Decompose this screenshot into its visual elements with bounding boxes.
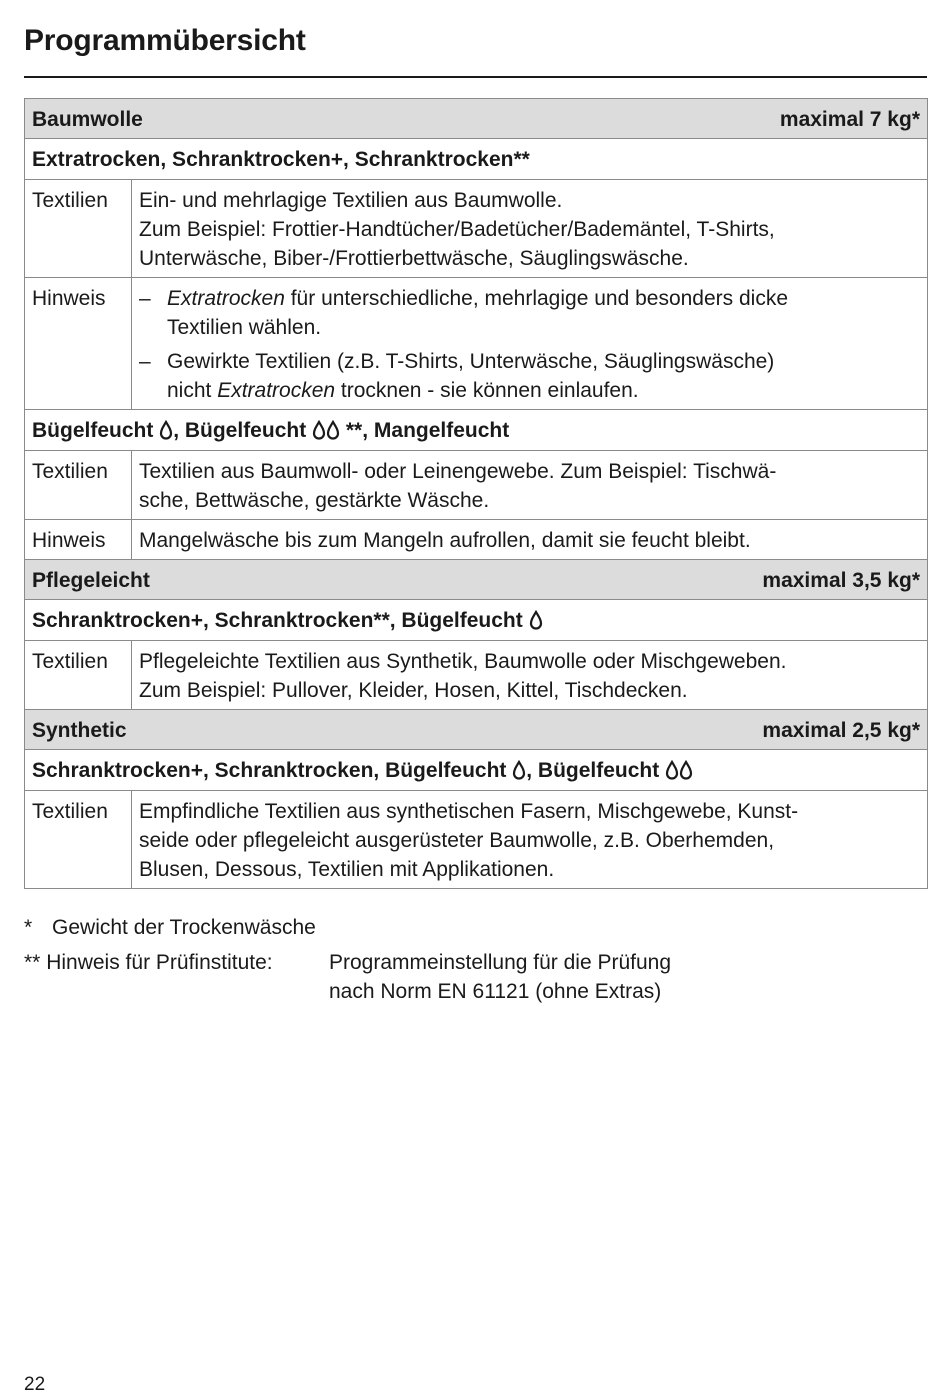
program-list: Schranktrocken+, Schranktrocken**, Bügelfeucht <box>32 609 523 632</box>
footnote-note <box>329 948 671 1006</box>
program-name: , Bügelfeucht <box>526 759 660 782</box>
double-drop-icon <box>665 760 693 780</box>
row-text <box>132 278 928 410</box>
row-label: Textilien <box>25 791 132 889</box>
dash-mark: – <box>139 350 151 373</box>
text-line: Unterwäsche, Biber-/Frottierbettwäsche, Säuglingswäsche. <box>139 247 689 270</box>
program-name: , Bügelfeucht <box>173 419 307 442</box>
text-line: Zum Beispiel: Pullover, Kleider, Hosen, Kittel, Tischdecken. <box>139 679 688 702</box>
drop-icon <box>512 760 526 780</box>
text-line: seide oder pflegeleicht ausgerüsteter Baumwolle, z.B. Oberhemden, <box>139 829 775 852</box>
text-fragment: nicht <box>167 379 218 402</box>
program-list-pflegeleicht <box>25 600 928 641</box>
footnote-mark: ** <box>24 951 41 974</box>
section-name: Pflegeleicht <box>32 569 150 592</box>
footnote-star <box>24 913 316 942</box>
text-line: Pflegeleichte Textilien aus Synthetik, Baumwolle oder Mischgeweben. <box>139 650 787 673</box>
row-label: Hinweis <box>25 520 132 560</box>
program-table <box>24 98 928 889</box>
row-text: Mangelwäsche bis zum Mangeln aufrollen, damit sie feucht bleibt. <box>132 520 928 560</box>
text-fragment: für unterschiedliche, mehrlagige und besonders dicke <box>284 287 789 310</box>
text-line: Zum Beispiel: Frottier-Handtücher/Badetücher/Bademäntel, T-Shirts, <box>139 218 775 241</box>
footnote-double-star <box>24 948 273 977</box>
drop-icon <box>159 420 173 440</box>
text-line: Textilien aus Baumwoll- oder Leinengewebe. Zum Beispiel: Tischwä- <box>139 460 777 483</box>
text-line: Gewirkte Textilien (z.B. T-Shirts, Unterwäsche, Säuglingswäsche) <box>167 350 775 373</box>
dash-mark: – <box>139 287 151 310</box>
row-label: Textilien <box>25 180 132 278</box>
text-line: Ein- und mehrlagige Textilien aus Baumwolle. <box>139 189 563 212</box>
dash-item <box>139 284 920 342</box>
program-list-synthetic <box>25 750 928 791</box>
table-row <box>25 641 928 710</box>
section-header-synthetic <box>25 710 928 750</box>
text-line: Blusen, Dessous, Textilien mit Applikationen. <box>139 858 555 881</box>
row-text <box>132 180 928 278</box>
row-label: Hinweis <box>25 278 132 410</box>
text-line: Textilien wählen. <box>167 316 322 339</box>
table-row <box>25 791 928 889</box>
text-fragment: trocknen - sie können einlaufen. <box>335 379 639 402</box>
footnote-mark: * <box>24 916 33 939</box>
footnote-text: Gewicht der Trockenwäsche <box>52 916 316 939</box>
row-label: Textilien <box>25 641 132 710</box>
page-title: Programmübersicht <box>24 24 306 57</box>
section-name: Synthetic <box>32 719 127 742</box>
section-capacity: maximal 2,5 kg* <box>762 719 920 742</box>
row-text <box>132 791 928 889</box>
footnote-line: Programmeinstellung für die Prüfung <box>329 951 672 974</box>
table-row <box>25 180 928 278</box>
emphasis: Extratrocken <box>217 379 336 402</box>
table-row <box>25 451 928 520</box>
program-list: Extratrocken, Schranktrocken+, Schranktrocken** <box>32 148 530 171</box>
dash-item <box>139 347 920 405</box>
emphasis: Extratrocken <box>167 287 285 310</box>
program-list: Schranktrocken+, Schranktrocken, Bügelfeucht <box>32 759 507 782</box>
double-drop-icon <box>312 420 340 440</box>
row-text <box>132 451 928 520</box>
row-text <box>132 641 928 710</box>
program-list-buegelfeucht <box>25 410 928 451</box>
section-capacity: maximal 7 kg* <box>779 108 920 131</box>
text-line: sche, Bettwäsche, gestärkte Wäsche. <box>139 489 490 512</box>
row-label: Textilien <box>25 451 132 520</box>
section-header-baumwolle <box>25 99 928 139</box>
section-header-pflegeleicht <box>25 560 928 600</box>
footnote-label: Hinweis für Prüfinstitute: <box>46 951 273 974</box>
program-name: Bügelfeucht <box>32 419 154 442</box>
section-capacity: maximal 3,5 kg* <box>762 569 920 592</box>
drop-icon <box>529 610 543 630</box>
program-name: **, Mangelfeucht <box>340 419 510 442</box>
table-row <box>25 278 928 410</box>
title-divider <box>24 76 927 78</box>
footnote-line: nach Norm EN 61121 (ohne Extras) <box>329 980 662 1003</box>
section-name: Baumwolle <box>32 108 143 131</box>
page-number: 22 <box>24 1374 46 1395</box>
program-list-baumwolle <box>25 139 928 180</box>
table-row <box>25 520 928 560</box>
text-line: Empfindliche Textilien aus synthetischen Fasern, Mischgewebe, Kunst- <box>139 800 799 823</box>
